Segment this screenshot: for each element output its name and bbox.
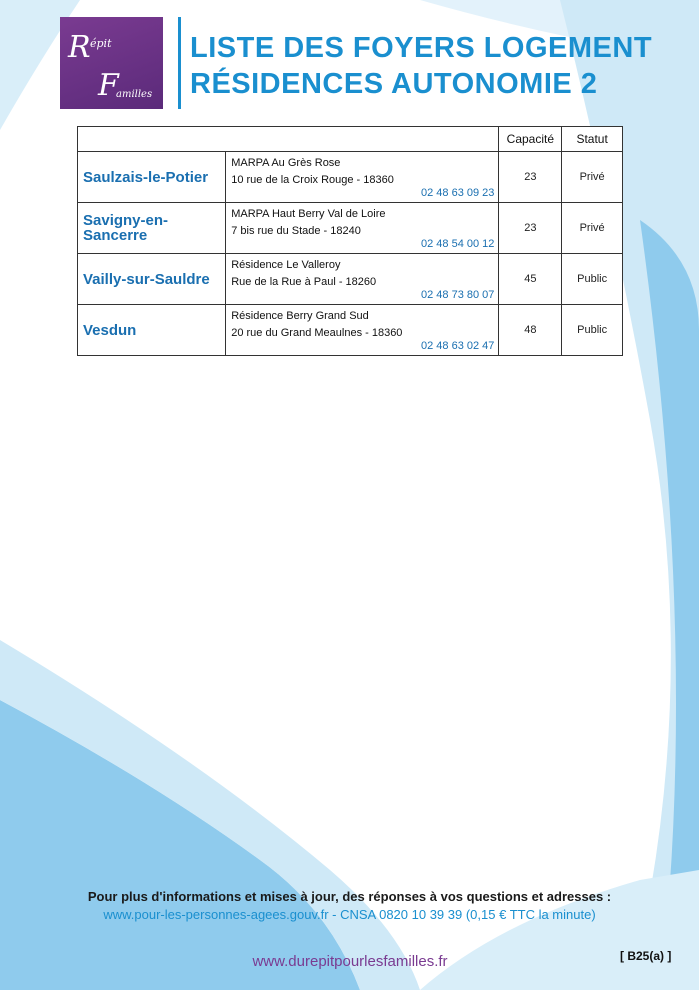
site-url-link[interactable]: www.durepitpourlesfamilles.fr (252, 953, 448, 970)
logo-graphic (60, 17, 163, 109)
residences-table (77, 126, 623, 356)
address-cell (226, 305, 499, 356)
city-cell (78, 203, 226, 254)
title-line-2: RÉSIDENCES AUTONOMIE 2 (190, 68, 598, 100)
table-row (78, 203, 623, 254)
status-cell: Privé (562, 203, 623, 254)
svg-text:amilles: amilles (116, 89, 153, 100)
residence-phone: 02 48 63 09 23 (421, 187, 495, 199)
city-cell: Vailly-sur-Sauldre (78, 254, 226, 305)
residence-address: 7 bis rue du Stade - 18240 (231, 225, 361, 237)
title-line-1: LISTE DES FOYERS LOGEMENT (190, 32, 653, 64)
residence-phone: 02 48 54 00 12 (421, 238, 495, 250)
address-cell (226, 203, 499, 254)
header-capacite: Capacité (499, 127, 562, 152)
residence-address: Rue de la Rue à Paul - 18260 (231, 276, 377, 288)
residence-address: 20 rue du Grand Meaulnes - 18360 (231, 327, 403, 339)
title-divider (178, 17, 181, 109)
table-row (78, 305, 623, 356)
svg-text:F: F (98, 68, 119, 103)
page-reference: [ B25(a) ] (620, 949, 672, 963)
capacity-cell: 23 (499, 203, 562, 254)
status-cell: Public (562, 254, 623, 305)
residence-name: Résidence Le Valleroy (231, 259, 341, 271)
capacity-cell: 45 (499, 254, 562, 305)
table-row (78, 254, 623, 305)
header-statut: Statut (562, 127, 623, 152)
footer-info-text: Pour plus d'informations et mises à jour, des réponses à vos questions et adresses : (87, 889, 612, 904)
status-cell: Privé (562, 152, 623, 203)
capacity-cell: 23 (499, 152, 562, 203)
header-blank-cell (78, 127, 499, 152)
residence-phone: 02 48 63 02 47 (421, 340, 495, 352)
address-cell (226, 152, 499, 203)
page-title (190, 30, 652, 102)
residence-name: MARPA Au Grès Rose (231, 157, 341, 169)
residence-address: 10 rue de la Croix Rouge - 18360 (231, 174, 394, 186)
table-row (78, 152, 623, 203)
residence-name: MARPA Haut Berry Val de Loire (231, 208, 386, 220)
city-cell: Saulzais-le-Potier (78, 152, 226, 203)
status-cell: Public (562, 305, 623, 356)
capacity-cell: 48 (499, 305, 562, 356)
footer-contact-link[interactable]: www.pour-les-personnes-agees.gouv.fr - CNSA 0820 10 39 39 (0,15 € TTC la minute) (103, 907, 596, 922)
city-name: Savigny-en- Sancerre (83, 212, 169, 244)
logo (60, 17, 163, 109)
city-cell: Vesdun (78, 305, 226, 356)
svg-text:R: R (68, 30, 91, 65)
address-cell (226, 254, 499, 305)
svg-text:épit: épit (90, 37, 112, 50)
residence-phone: 02 48 73 80 07 (421, 289, 495, 301)
table-header-row (78, 127, 623, 152)
residence-name: Résidence Berry Grand Sud (231, 310, 369, 322)
